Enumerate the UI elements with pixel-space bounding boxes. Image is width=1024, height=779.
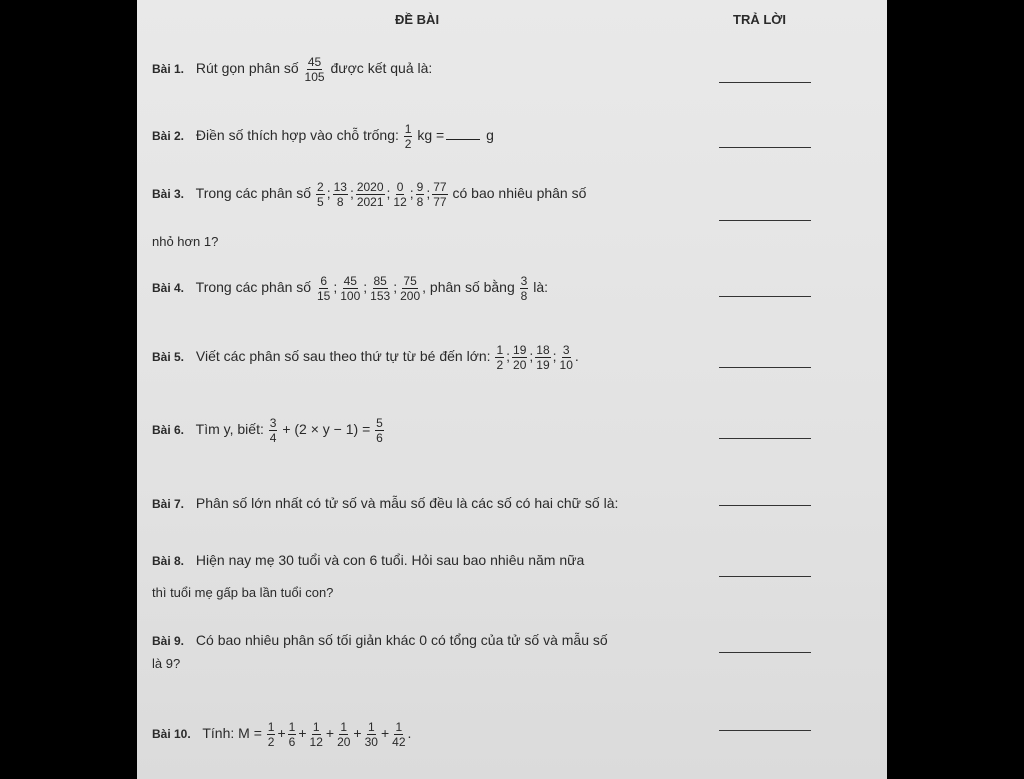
fraction: $\frac{1}{2}$ (267, 720, 275, 749)
worksheet-page (137, 0, 887, 779)
separator: ; (393, 279, 398, 296)
fraction: $\frac{3}{10}$ (559, 343, 573, 372)
question-label: Bài 4. (152, 281, 185, 296)
answer-line-1[interactable] (719, 82, 811, 83)
question-4: Bài 4. Trong các phân số $\frac{6}{15}$ ; $\frac{45}{100}$ ; $\frac{85}{153}$ ; $\frac{75}{200}$ , phân số bằng $\frac{3}{8}$ là: (152, 274, 549, 303)
fraction: $\frac{45}{100}$ (340, 274, 361, 303)
fraction: $\frac{85}{153}$ (370, 274, 391, 303)
plus-sign: + (298, 725, 307, 742)
fraction: $\frac{3}{4}$ (269, 416, 277, 445)
fraction: $\frac{1}{2}$ (404, 122, 412, 151)
question-9-continued: là 9? (152, 656, 181, 671)
answer-line-5[interactable] (719, 367, 811, 368)
question-7: Bài 7. Phân số lớn nhất có tử số và mẫu số đều là các số có hai chữ số là: (152, 495, 619, 511)
plus-sign: + (380, 725, 390, 742)
fraction: $\frac{9}{8}$ (416, 180, 424, 209)
question-8: Bài 8. Hiện nay mẹ 30 tuổi và con 6 tuổi. Hỏi sau bao nhiêu năm nữa (152, 552, 585, 568)
question-label: Bài 5. (152, 350, 185, 365)
fraction: $\frac{77}{77}$ (433, 180, 447, 209)
question-3-continued: nhỏ hơn 1? (152, 234, 219, 249)
answer-line-4[interactable] (719, 296, 811, 297)
fraction: $\frac{3}{8}$ (520, 274, 528, 303)
fraction: $\frac{1}{42}$ (392, 720, 406, 749)
separator: ; (349, 185, 354, 202)
separator: ; (333, 279, 338, 296)
fraction: $\frac{5}{6}$ (376, 416, 383, 445)
fraction: $\frac{75}{200}$ (400, 274, 421, 303)
fraction: $\frac{1}{20}$ (337, 720, 351, 749)
answer-line-2[interactable] (719, 147, 811, 148)
separator: ; (363, 279, 368, 296)
header-tra-loi: TRẢ LỜI (733, 12, 786, 27)
question-3: Bài 3. Trong các phân số $\frac{2}{5}$ ; $\frac{13}{8}$ ; $\frac{2020}{2021}$ ; $\frac{0}{12}$ ; $\frac{9}{8}$ ; $\frac{77}{77}$ có bao nhiêu phân số (152, 180, 587, 209)
separator: ; (506, 348, 511, 365)
header-de-bai: ĐỀ BÀI (395, 12, 440, 27)
question-label: Bài 9. (152, 634, 185, 648)
fill-blank[interactable] (446, 139, 480, 140)
fraction: $\frac{13}{8}$ (333, 180, 347, 209)
fraction: $\frac{0}{12}$ (393, 180, 407, 209)
question-9: Bài 9. Có bao nhiêu phân số tối giản khác 0 có tổng của tử số và mẫu số (152, 632, 608, 648)
fraction: $\frac{2020}{2021}$ (356, 180, 384, 209)
question-2: Bài 2. Điền số thích hợp vào chỗ trống: $\frac{1}{2}$ kg = g (152, 122, 494, 151)
question-label: Bài 6. (152, 423, 185, 438)
fraction: $\frac{18}{19}$ (536, 343, 550, 372)
answer-line-7[interactable] (719, 505, 811, 506)
answer-line-6[interactable] (719, 438, 811, 439)
question-10: Bài 10. Tính: M = $\frac{1}{2}$ + $\frac{1}{6}$ + $\frac{1}{12}$ + $\frac{1}{20}$ + $\frac{1}{30}$ + $\frac{1}{42}$ . (152, 720, 412, 749)
fraction: $\frac{1}{12}$ (309, 720, 323, 749)
fraction-list (494, 343, 574, 372)
separator: ; (529, 348, 534, 365)
plus-sign: + (277, 725, 286, 742)
separator: ; (386, 185, 391, 202)
fraction-list (315, 274, 422, 303)
question-label: Bài 10. (152, 727, 191, 742)
question-5: Bài 5. Viết các phân số sau theo thứ tự từ bé đến lớn: $\frac{1}{2}$ ; $\frac{19}{20}$ ; $\frac{18}{19}$ ; $\frac{3}{10}$ . (152, 343, 579, 372)
question-label: Bài 3. (152, 187, 185, 202)
fraction: $\frac{45}{105}$ (304, 55, 325, 84)
answer-line-9[interactable] (719, 652, 811, 653)
question-1: Bài 1. Rút gọn phân số $\frac{45}{105}$ được kết quả là: (152, 55, 433, 84)
fraction: $\frac{2}{5}$ (317, 180, 324, 209)
fraction: $\frac{6}{15}$ (317, 274, 331, 303)
question-label: Bài 7. (152, 497, 185, 511)
plus-sign: + (325, 725, 335, 742)
question-label: Bài 8. (152, 554, 185, 568)
question-6: Bài 6. Tìm y, biết: $\frac{3}{4}$ + (2 × y − 1) = $\frac{5}{6}$ (152, 416, 383, 445)
answer-line-8[interactable] (719, 576, 811, 577)
question-label: Bài 1. (152, 62, 185, 77)
answer-line-10[interactable] (719, 730, 811, 731)
fraction: $\frac{19}{20}$ (513, 343, 527, 372)
question-label: Bài 2. (152, 129, 185, 144)
question-8-continued: thì tuổi mẹ gấp ba lần tuổi con? (152, 585, 334, 600)
answer-line-3[interactable] (719, 220, 811, 221)
fraction: $\frac{1}{30}$ (364, 720, 378, 749)
fraction-list (315, 180, 449, 209)
plus-sign: + (353, 725, 362, 742)
separator: ; (552, 348, 557, 365)
fraction: $\frac{1}{6}$ (288, 720, 296, 749)
fraction: $\frac{1}{2}$ (496, 343, 504, 372)
separator: ; (426, 185, 431, 202)
separator: ; (326, 185, 331, 202)
separator: ; (409, 185, 414, 202)
